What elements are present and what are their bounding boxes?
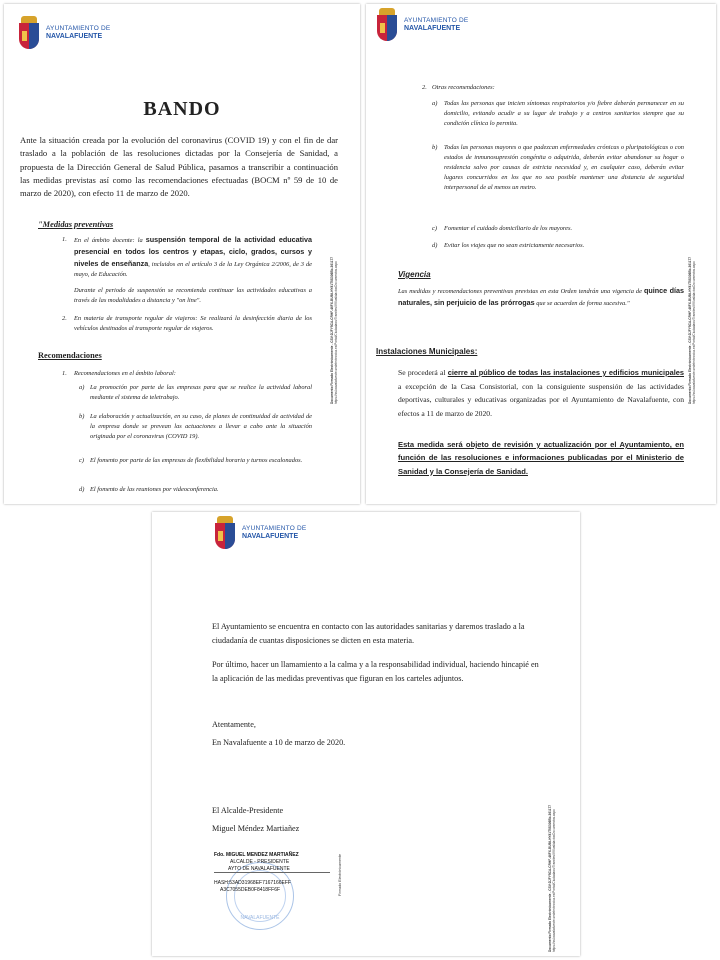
r1-number: 1.: [62, 370, 67, 377]
revision-note: Esta medida será objeto de revisión y actualización por el Ayuntamiento, en función de las resoluciones e informaciones publicadas por el Ministerio de Sanidad y la Consejería de Sanidad.: [398, 440, 684, 476]
electronic-signature-note: Documento Firmado Electrónicamente - CSV:DJFY5CA-CRHF-46FX-BU58-HY81T5S306Bb-361177 https://ssl.navalafuente.sedelectronica.es/Portal/Ciudadano/Tramites/VV/validacionDocumentos.aspx: [688, 256, 697, 404]
contact-paragraph: El Ayuntamiento se encuentra en contacto con las autoridades sanitarias y daremos traslado a la ciudadanía de cuantas disposiciones se dicten en esta materia.: [212, 622, 525, 646]
medida-docente-detalle: Durante el periodo de suspensión se recomienda continuar las actividades educativas a través de las modalidades a distancia y "on line".: [74, 287, 312, 304]
logo-line-2: NAVALAFUENTE: [242, 532, 299, 540]
vigencia-text: Las medidas y recomendaciones preventivas previstas en esta Orden tendrán una vigencia de quince días naturales, sin perjuicio de las prórrogas que se acuerden de forma sucesiva.": [398, 286, 685, 307]
rec-planes: La elaboración y actualización, en su caso, de planes de continuidad de actividad de la empresa donde se prevean las actuaciones a llevar a cabo ante la situación originada por el coronavirus (COVID 19).: [90, 413, 312, 440]
page-2: [366, 4, 716, 504]
otras-heading: Otras recomendaciones:: [432, 84, 495, 91]
oa-letter: a): [432, 100, 438, 107]
m2-number: 2.: [62, 315, 67, 322]
rec-cuidado: Fomentar el cuidado domiciliario de los mayores.: [444, 225, 573, 232]
logo-line-2: NAVALAFUENTE: [404, 24, 461, 32]
oc-letter: c): [432, 225, 437, 232]
coat-of-arms-icon: [18, 16, 40, 50]
coat-of-arms-icon: [214, 516, 236, 550]
page-3: [152, 512, 580, 956]
rd-letter: d): [79, 486, 85, 493]
signature-divider: [214, 872, 330, 873]
ob-letter: b): [432, 144, 438, 151]
rb-letter: b): [79, 413, 85, 420]
rec-mayores: Todas las personas mayores o que padezcan enfermedades crónicas o pluripatológicas o con estados de inmunosupresión congénita o adquirida, deberán evitar abandonar su hogar o residencia salvo por causas de estricta necesidad y, en cualquier caso, deberán evitar lugares concurridos en los que no sea posible mantener una distancia de seguridad interpersonal de al menos un metro.: [444, 144, 684, 191]
o-number: 2.: [422, 84, 427, 91]
instalaciones-heading: Instalaciones Municipales:: [376, 347, 478, 356]
municipal-logo: [376, 8, 468, 42]
ra-letter: a): [79, 384, 85, 391]
logo-line-2: NAVALAFUENTE: [46, 32, 103, 40]
medida-transporte: En materia de transporte regular de viajeros: Se realizará la desinfección diaria de los vehículos destinados al transporte regular de viajeros.: [74, 315, 312, 332]
logo-line-1: AYUNTAMIENTO DE: [46, 25, 111, 33]
recomendaciones-heading: Recomendaciones: [38, 351, 102, 360]
signer-name: Miguel Méndez Martiañez: [212, 824, 300, 833]
rec-sintomas: Todas las personas que inicien síntomas respiratorios y/o fiebre deberán permanecer en su domicilio, evitando acudir a su lugar de trabajo y a centros sanitarios siempre que su condición clínica lo permita.: [444, 100, 684, 127]
page-title: BANDO: [143, 98, 221, 120]
logo-line-1: AYUNTAMIENTO DE: [404, 17, 469, 25]
closing: Atentamente,: [212, 720, 256, 729]
firmado-label: Firmado Electrónicamente: [338, 854, 342, 896]
rec-teletrabajo: La promoción por parte de las empresas para que se realice la actividad laboral mediante el sistema de teletrabajo.: [90, 384, 312, 401]
m1-number: 1.: [62, 236, 67, 243]
medidas-heading: "Medidas preventivas: [38, 220, 114, 229]
logo-line-1: AYUNTAMIENTO DE: [242, 525, 307, 533]
rec-videoconferencia: El fomento de las reuniones por videoconferencia.: [90, 486, 219, 493]
rec-laboral: Recomendaciones en el ámbito laboral:: [74, 370, 176, 377]
coat-of-arms-icon: [376, 8, 398, 42]
medida-docente: En el ámbito docente: la suspensión temporal de la actividad educativa presencial en todos los centros y etapas, ciclo, grados, cursos y niveles de enseñanza, incluidos en el artículo 3 de la Ley Orgánica 2/2006, de 3 de mayo, de Educación.: [74, 235, 312, 278]
calm-paragraph: Por último, hacer un llamamiento a la calma y a la responsabilidad individual, haciendo hincapié en la aplicación de las medidas preventivas que figuran en los carteles adjuntos.: [212, 660, 539, 684]
date-line: En Navalafuente a 10 de marzo de 2020.: [212, 738, 346, 747]
instalaciones-text: Se procederá al cierre al público de todas las instalaciones y edificios municipales a excepción de la Casa Consistorial, con la consiguiente suspensión de las actividades deportivas, culturales y educativas organizadas por el Ayuntamiento de Navalafuente, con efectos a 11 de marzo de 2020.: [398, 368, 684, 418]
municipal-logo: [214, 516, 306, 550]
electronic-signature-note: Documento Firmado Electrónicamente - CSV:DJFY5CA-CRHF-46FX-BU58-HY81T5S306Bb-361177 https://ssl.navalafuente.sedelectronica.es/Portal/Ciudadano/Tramites/VV/validacionDocumentos.aspx: [330, 256, 339, 404]
electronic-signature-note: Documento Firmado Electrónicamente - CSV:DJFY5CA-CRHF-46FX-BU58-HY81T5S306Bb-361177 https://ssl.navalafuente.sedelectronica.es/Portal/Ciudadano/Tramites/VV/validacionDocumentos.aspx: [548, 804, 557, 952]
signer-role: El Alcalde-Presidente: [212, 806, 284, 815]
rc-letter: c): [79, 457, 84, 464]
od-letter: d): [432, 242, 438, 249]
rec-viajes: Evitar los viajes que no sean estrictamente necesarios.: [444, 242, 585, 249]
intro-paragraph: Ante la situación creada por la evolución del coronavirus (COVID 19) y con el fin de dar traslado a la población de las resoluciones dictadas por la Consejería de Sanidad, a propuesta de la Dirección General de Salud Pública, pasamos a transcribir a continuación las medidas previstas así como las recomendaciones efectuadas (BOCM nº 59 de 10 de marzo de 2020), con efecto 11 de marzo de 2020.: [20, 135, 338, 199]
rec-flexibilidad: El fomento por parte de las empresas de flexibilidad horaria y turnos escalonados.: [90, 457, 303, 464]
municipal-logo: [18, 16, 110, 50]
vigencia-heading: Vigencia: [398, 270, 431, 279]
page-1: [4, 4, 360, 504]
signature-block: Fdo. MIGUEL MENDEZ MARTIAÑEZ ALCALDE - PRESIDENTE AYTO DE NAVALAFUENTE HASH:53AD31968EF7167166EFF A3C7055DEB0F8418FF6F: [214, 852, 299, 893]
official-stamp: NAVALAFUENTE: [226, 862, 294, 930]
